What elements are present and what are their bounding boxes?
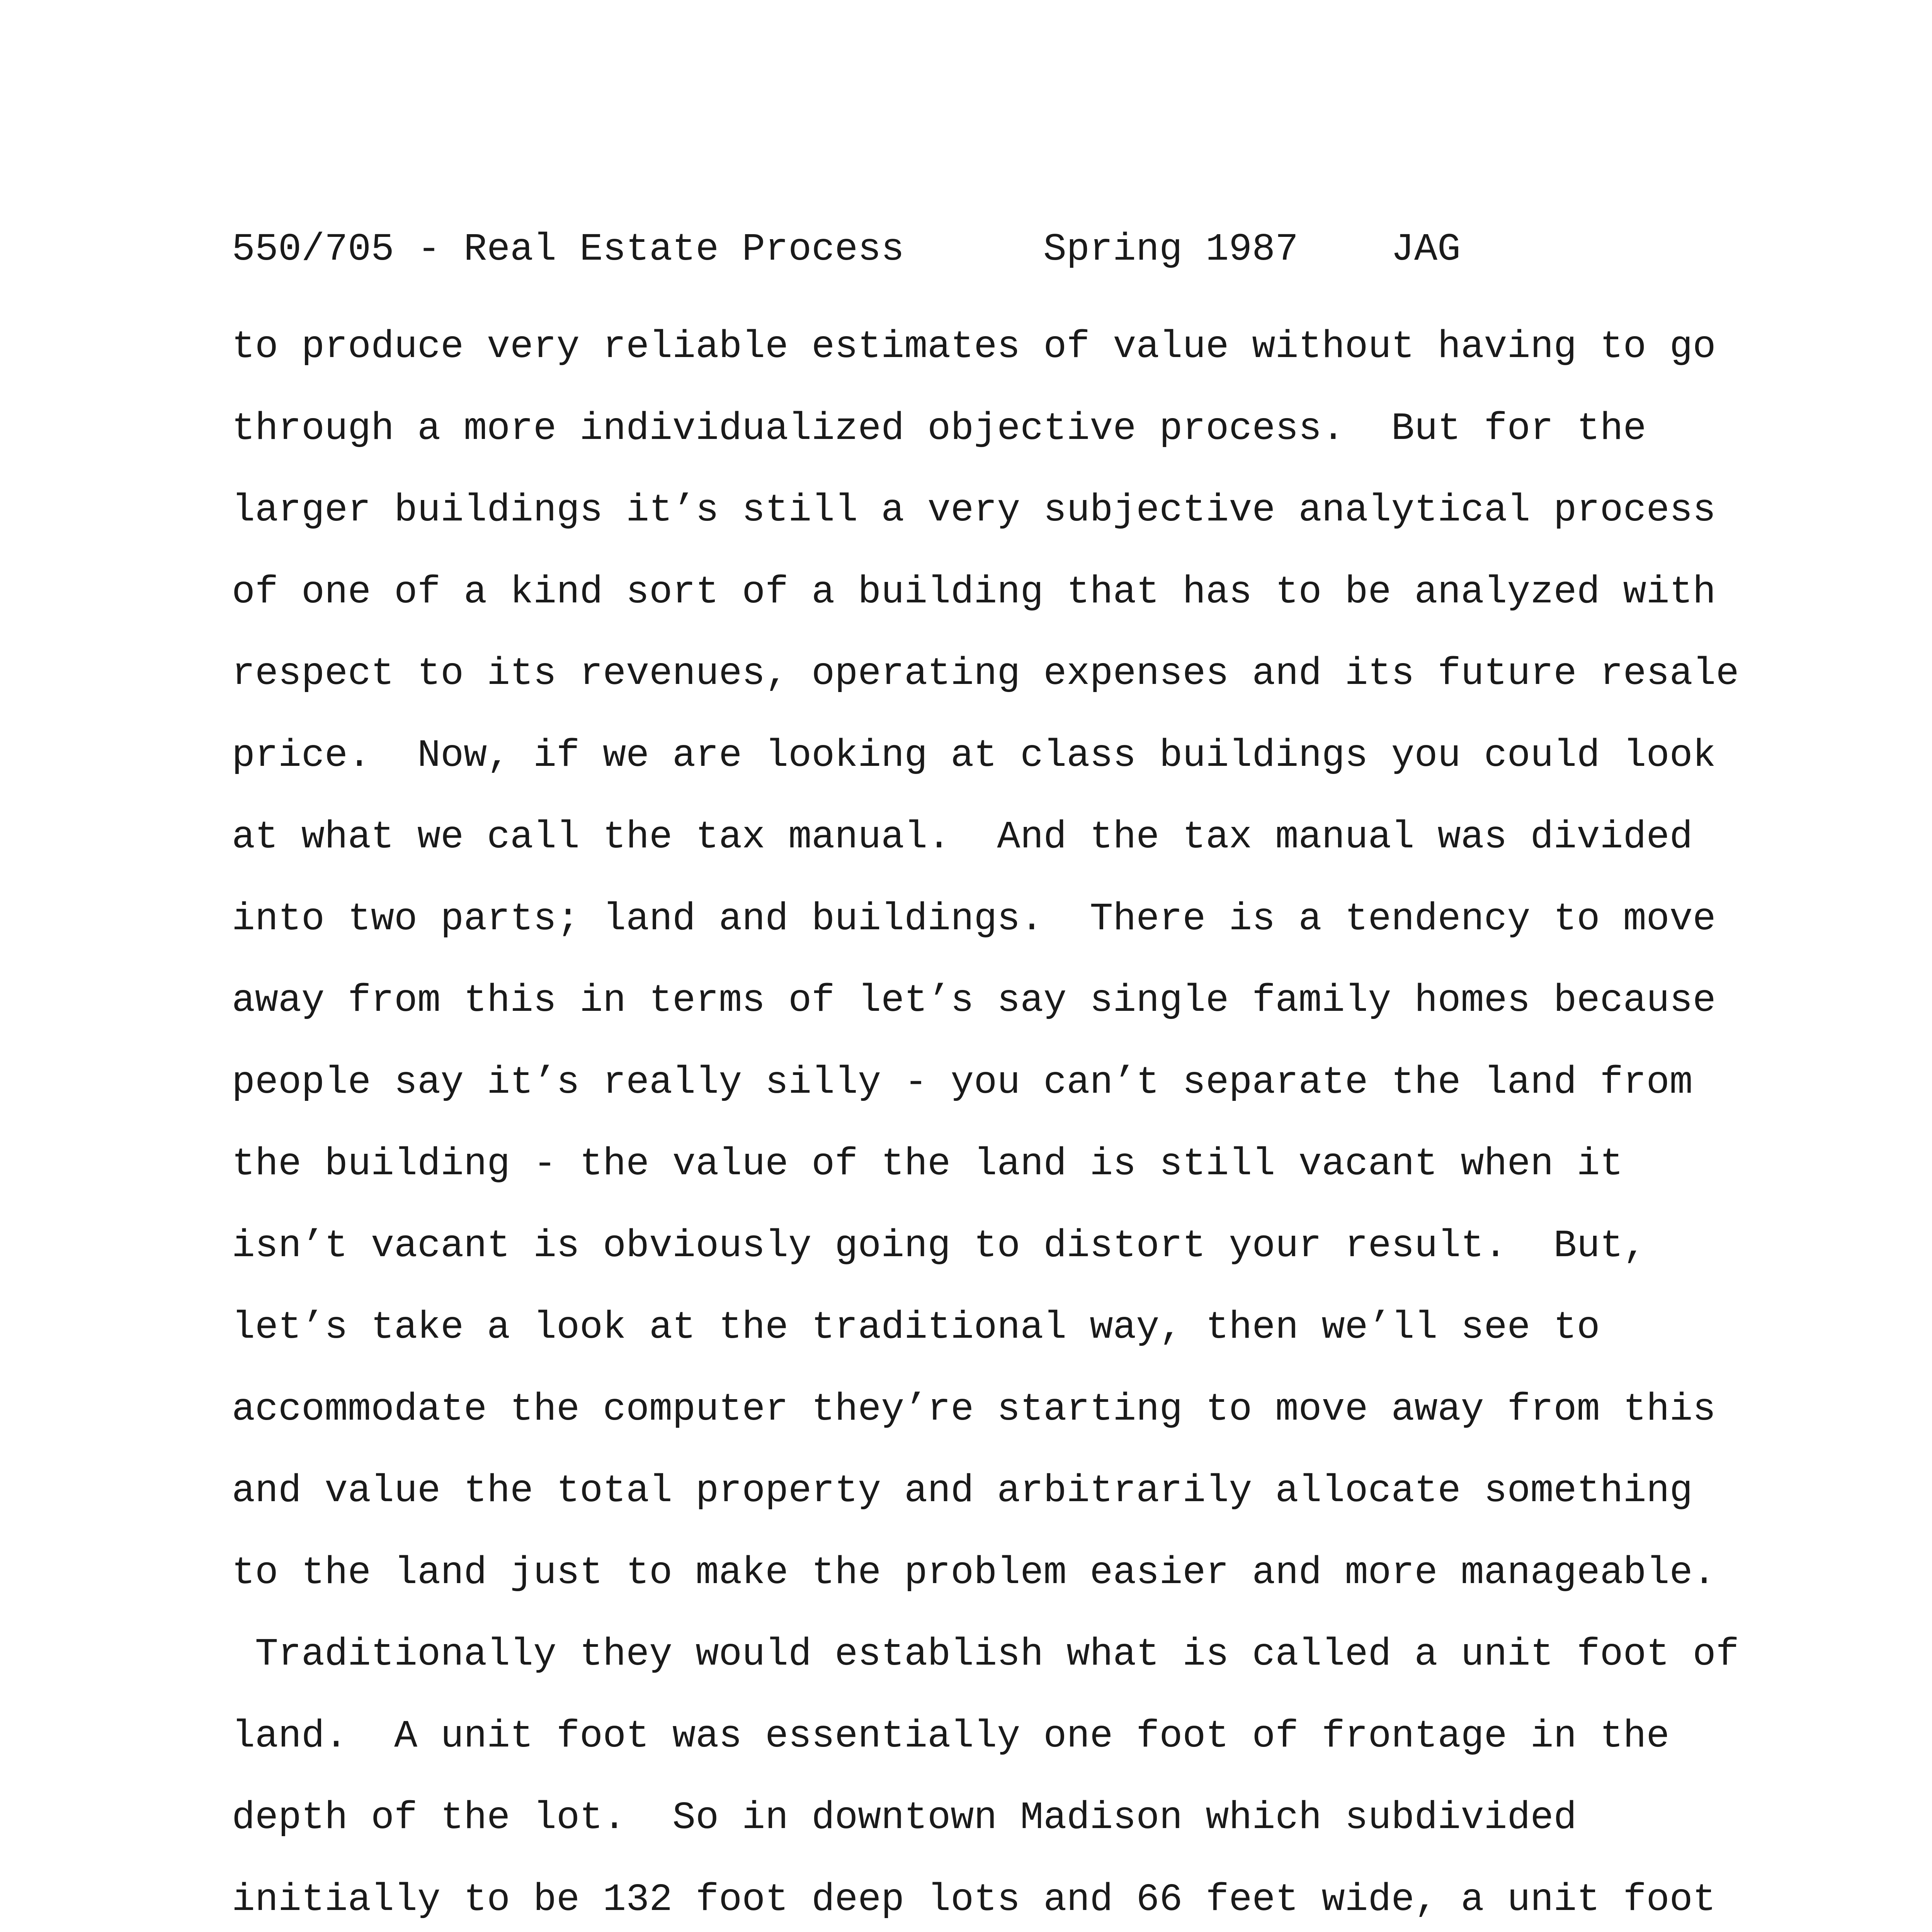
text-line: initially to be 132 foot deep lots and 66 feet wide, a unit foot xyxy=(232,1878,1716,1922)
text-line: the building - the value of the land is still vacant when it xyxy=(232,1143,1623,1186)
text-line: and value the total property and arbitrarily allocate something xyxy=(232,1469,1693,1513)
text-line: Traditionally they would establish what is called a unit foot of xyxy=(232,1633,1739,1677)
text-line: larger buildings it’s still a very subjective analytical process xyxy=(232,489,1716,532)
header-initials: JAG xyxy=(1391,228,1461,272)
text-line: let’s take a look at the traditional way, then we’ll see to xyxy=(232,1306,1600,1350)
header-course-title: 550/705 - Real Estate Process xyxy=(232,228,905,272)
text-line: at what we call the tax manual. And the tax manual was divided xyxy=(232,816,1693,859)
text-line: into two parts; land and buildings. There is a tendency to move xyxy=(232,897,1716,941)
header-term: Spring 1987 xyxy=(1043,228,1299,272)
text-line: of one of a kind sort of a building that has to be analyzed with xyxy=(232,570,1716,614)
text-line: to the land just to make the problem easier and more manageable. xyxy=(232,1551,1716,1595)
text-line: people say it’s really silly - you can’t separate the land from xyxy=(232,1061,1693,1105)
transcript-body xyxy=(232,306,1777,1932)
text-line: price. Now, if we are looking at class buildings you could look xyxy=(232,734,1716,778)
text-line: to produce very reliable estimates of value without having to go xyxy=(232,325,1716,369)
text-line: accommodate the computer they’re starting to move away from this xyxy=(232,1388,1716,1432)
text-line: through a more individualized objective process. But for the xyxy=(232,407,1646,451)
text-line: land. A unit foot was essentially one foot of frontage in the xyxy=(232,1714,1670,1759)
text-line: depth of the lot. So in downtown Madison which subdivided xyxy=(232,1796,1577,1840)
text-line: respect to its revenues, operating expenses and its future resale xyxy=(232,652,1739,696)
text-line: isn’t vacant is obviously going to distort your result. But, xyxy=(232,1224,1646,1268)
text-line: away from this in terms of let’s say single family homes because xyxy=(232,979,1716,1023)
page-header xyxy=(232,225,1461,275)
